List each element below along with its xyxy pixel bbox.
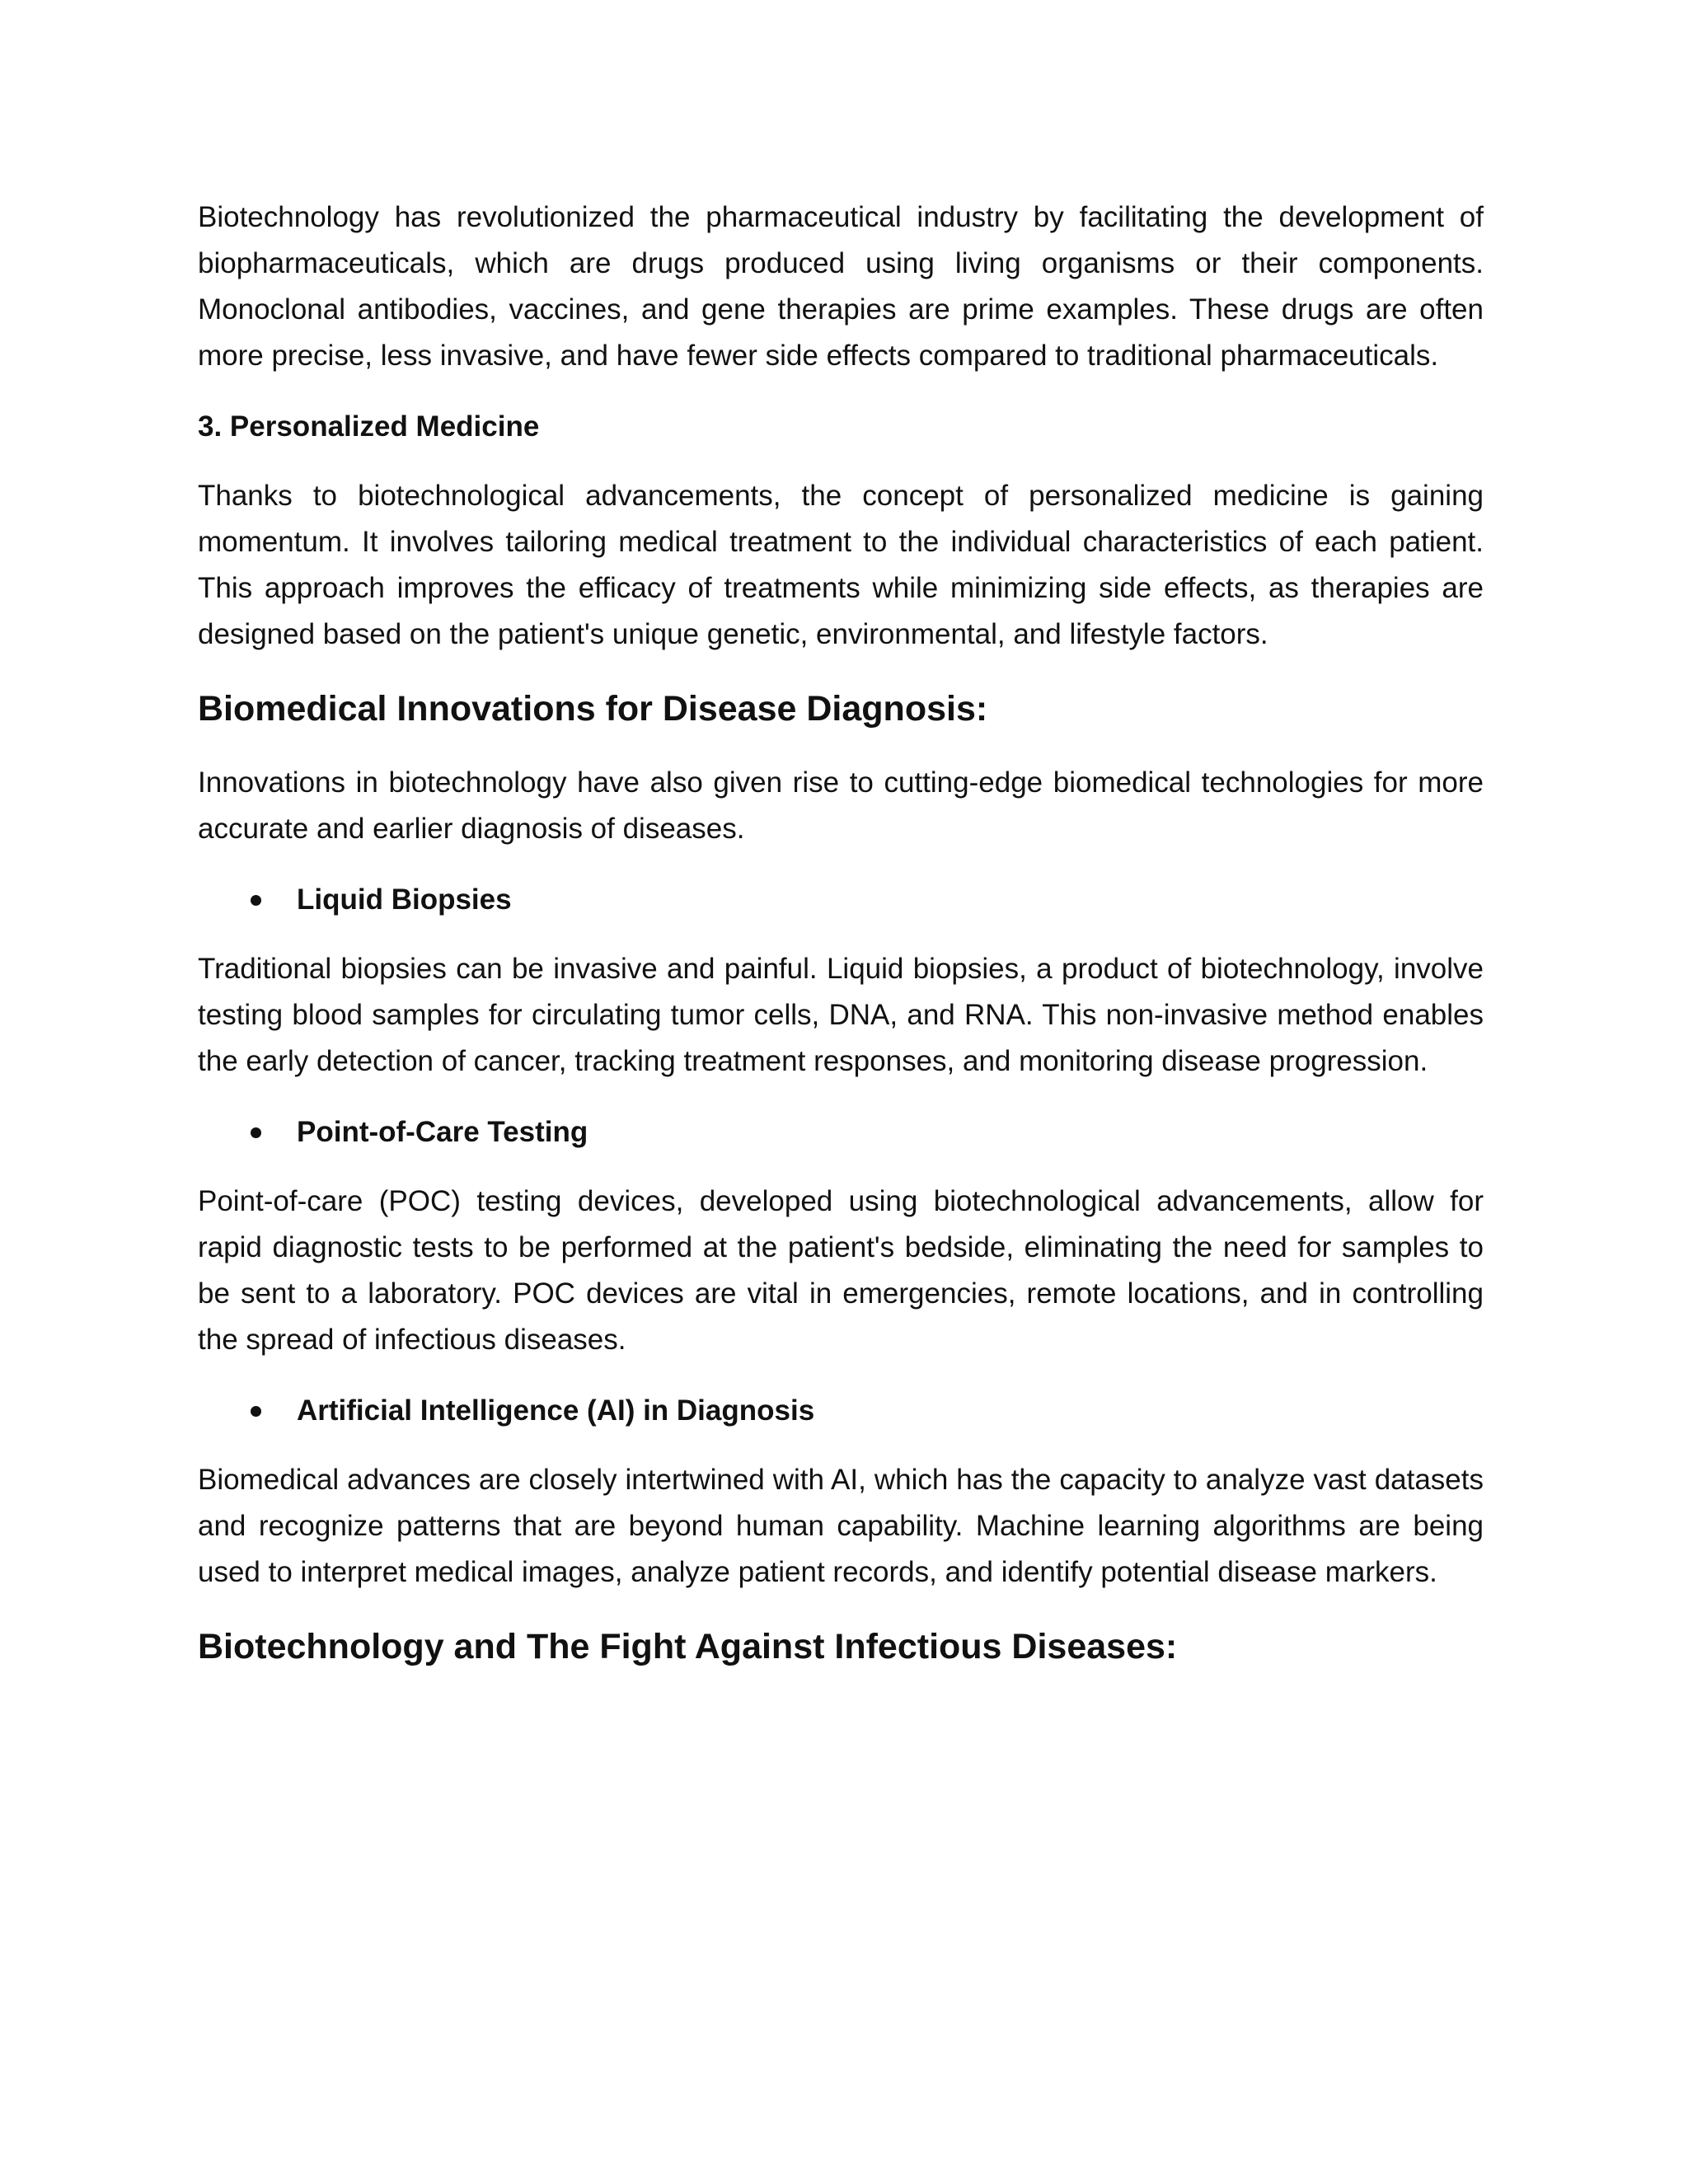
bullet-item-liquid-biopsies [198,877,1484,923]
bullet-dot-icon [251,1406,261,1417]
bullet-title: Point-of-Care Testing [297,1116,588,1148]
intro-paragraph: Biotechnology has revolutionized the pharmaceutical industry by facilitating the development of biopharmaceuticals, which are drugs produced using living organisms or their components. Monoclonal antibodies, vaccines, and gene therapies are prime examples. These drugs are often more precise, less invasive, and have fewer side effects compared to traditional pharmaceuticals. [198,201,1484,372]
bullet-title: Artificial Intelligence (AI) in Diagnosis [297,1394,815,1427]
infectious-diseases-heading: Biotechnology and The Fight Against Infectious Diseases: [198,1627,1178,1666]
bullet-item-ai-in-diagnosis [198,1388,1484,1434]
bullet-dot-icon [251,895,261,906]
bullet-dot-icon [251,1127,261,1138]
liquid-biopsies-paragraph: Traditional biopsies can be invasive and painful. Liquid biopsies, a product of biotechnology, involve testing blood samples for circulating tumor cells, DNA, and RNA. This non-invasive method enables the early detection of cancer, tracking treatment responses, and monitoring disease progression. [198,953,1484,1077]
biomedical-innovations-heading: Biomedical Innovations for Disease Diagnosis: [198,689,988,729]
ai-diagnosis-paragraph: Biomedical advances are closely intertwined with AI, which has the capacity to analyze vast datasets and recognize patterns that are beyond human capability. Machine learning algorithms are being used to interpret medical images, analyze patient records, and identify potential disease markers. [198,1464,1484,1588]
bullet-title: Liquid Biopsies [297,883,512,916]
bullet-item-point-of-care-testing [198,1109,1484,1155]
personalized-medicine-heading: 3. Personalized Medicine [198,410,540,443]
document-page [198,194,1484,1698]
biomedical-intro-paragraph: Innovations in biotechnology have also given rise to cutting-edge biomedical technologies for more accurate and earlier diagnosis of diseases. [198,766,1484,845]
point-of-care-paragraph: Point-of-care (POC) testing devices, developed using biotechnological advancements, allow for rapid diagnostic tests to be performed at the patient's bedside, eliminating the need for samples to be sent to a laboratory. POC devices are vital in emergencies, remote locations, and in controlling the spread of infectious diseases. [198,1185,1484,1356]
personalized-medicine-paragraph: Thanks to biotechnological advancements, the concept of personalized medicine is gaining momentum. It involves tailoring medical treatment to the individual characteristics of each patient. This approach improves the efficacy of treatments while minimizing side effects, as therapies are designed based on the patient's unique genetic, environmental, and lifestyle factors. [198,480,1484,650]
